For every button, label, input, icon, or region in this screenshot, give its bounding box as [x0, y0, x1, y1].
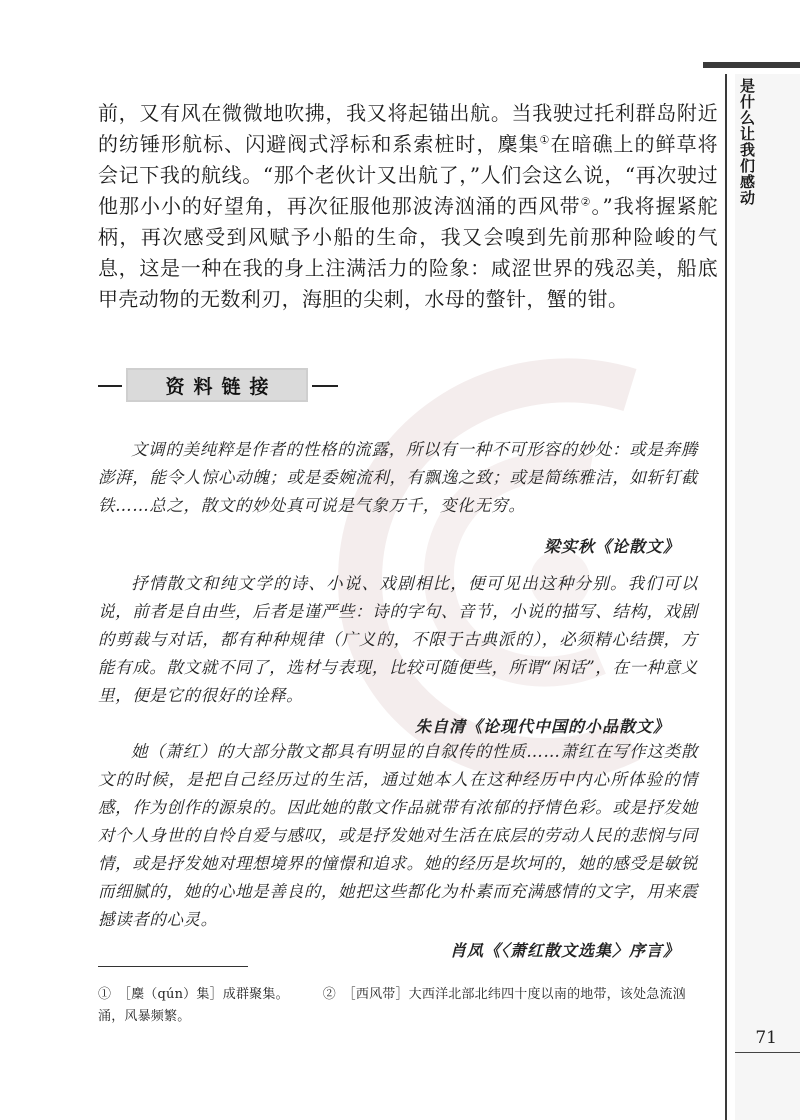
footnote-2: ② ［西风带］大西洋北部北纬四十度以南的地带，该处急流汹涌，风暴频繁。 [98, 987, 686, 1024]
quote-source: 梁实秋《论散文》 [543, 537, 680, 556]
body-text-part-3: 。”我将握紧舵柄，再次感受到风赋予小船的生命，我又会嗅到先前那种险峻的气息，这是一种在我的身上注满活力的险象：咸涩世界的残忍美，船底甲壳动物的无数利刃，海胆的尖刺，水母的螫针，蟹的钳。 [98, 194, 719, 311]
body-paragraph [98, 98, 718, 315]
quote-block-2 [98, 570, 698, 737]
running-head-rule [703, 62, 800, 68]
body-text-part-2: 在暗礁上的鲜草将会记下我的航线。“那个老伙计又出航了，”人们会这么说，“再次驶过他那小小的好望角，再次征服他那波涛汹涌的西风带 [98, 132, 718, 218]
body-text-part-1: 前，又有风在微微地吹拂，我又将起锚出航。当我驶过托利群岛附近的纺锤形航标、闪避阀式浮标和系索桩时，麇集 [98, 101, 718, 156]
section-header [98, 368, 338, 404]
section-header-line-right [312, 385, 338, 387]
quote-block-3 [98, 738, 698, 961]
footnote-1: ① ［麇（qún）集］成群聚集。 [98, 987, 289, 1002]
quote-block-1 [98, 436, 698, 557]
section-title: 资料链接 [165, 375, 278, 398]
footnote-ref-2: ② [580, 195, 592, 209]
running-head-panel [735, 74, 800, 1120]
running-head-divider [725, 74, 727, 1120]
quote-text: 文调的美纯粹是作者的性格的流露，所以有一种不可形容的妙处：或是奔腾澎湃，能令人惊心动魄；或是委婉流利，有飘逸之致；或是简练雅洁，如斩钉截铁……总之，散文的妙处真可说是气象万千，变化无穷。 [98, 440, 698, 515]
footnotes [98, 984, 706, 1028]
section-header-box [126, 368, 308, 402]
page-number: 71 [755, 1028, 777, 1048]
quote-text: 抒情散文和纯文学的诗、小说、戏剧相比，便可见出这种分别。我们可以说，前者是自由些，后者是谨严些：诗的字句、音节，小说的描写、结构，戏剧的剪裁与对话，都有种种规律（广义的，不限于古典派的），必须精心结撰，方能有成。散文就不同了，选材与表现，比较可随便些，所谓“闲话”，在一种意义里，便是它的很好的诠释。 [98, 574, 698, 705]
footnote-ref-1: ① [539, 133, 551, 147]
section-header-line-left [98, 385, 122, 387]
footnote-rule [98, 966, 248, 967]
page-number-rule [735, 1052, 800, 1053]
quote-text: 她（萧红）的大部分散文都具有明显的自叙传的性质……萧红在写作这类散文的时候，是把自己经历过的生活，通过她本人在这种经历中内心所体验的情感，作为创作的源泉的。因此她的散文作品就带有浓郁的抒情色彩。或是抒发她对个人身世的自怜自爱与感叹，或是抒发她对生活在底层的劳动人民的悲悯与同情，或是抒发她对理想境界的憧憬和追求。她的经历是坎坷的，她的感受是敏锐而细腻的，她的心地是善良的，她把这些都化为朴素而充满感情的文字，用来震撼读者的心灵。 [98, 742, 698, 929]
quote-source: 朱自清《论现代中国的小品散文》 [414, 717, 670, 736]
quote-source: 肖凤《〈萧红散文选集〉序言》 [449, 941, 680, 960]
running-head-title: 是什么让我们感动 [738, 78, 756, 206]
